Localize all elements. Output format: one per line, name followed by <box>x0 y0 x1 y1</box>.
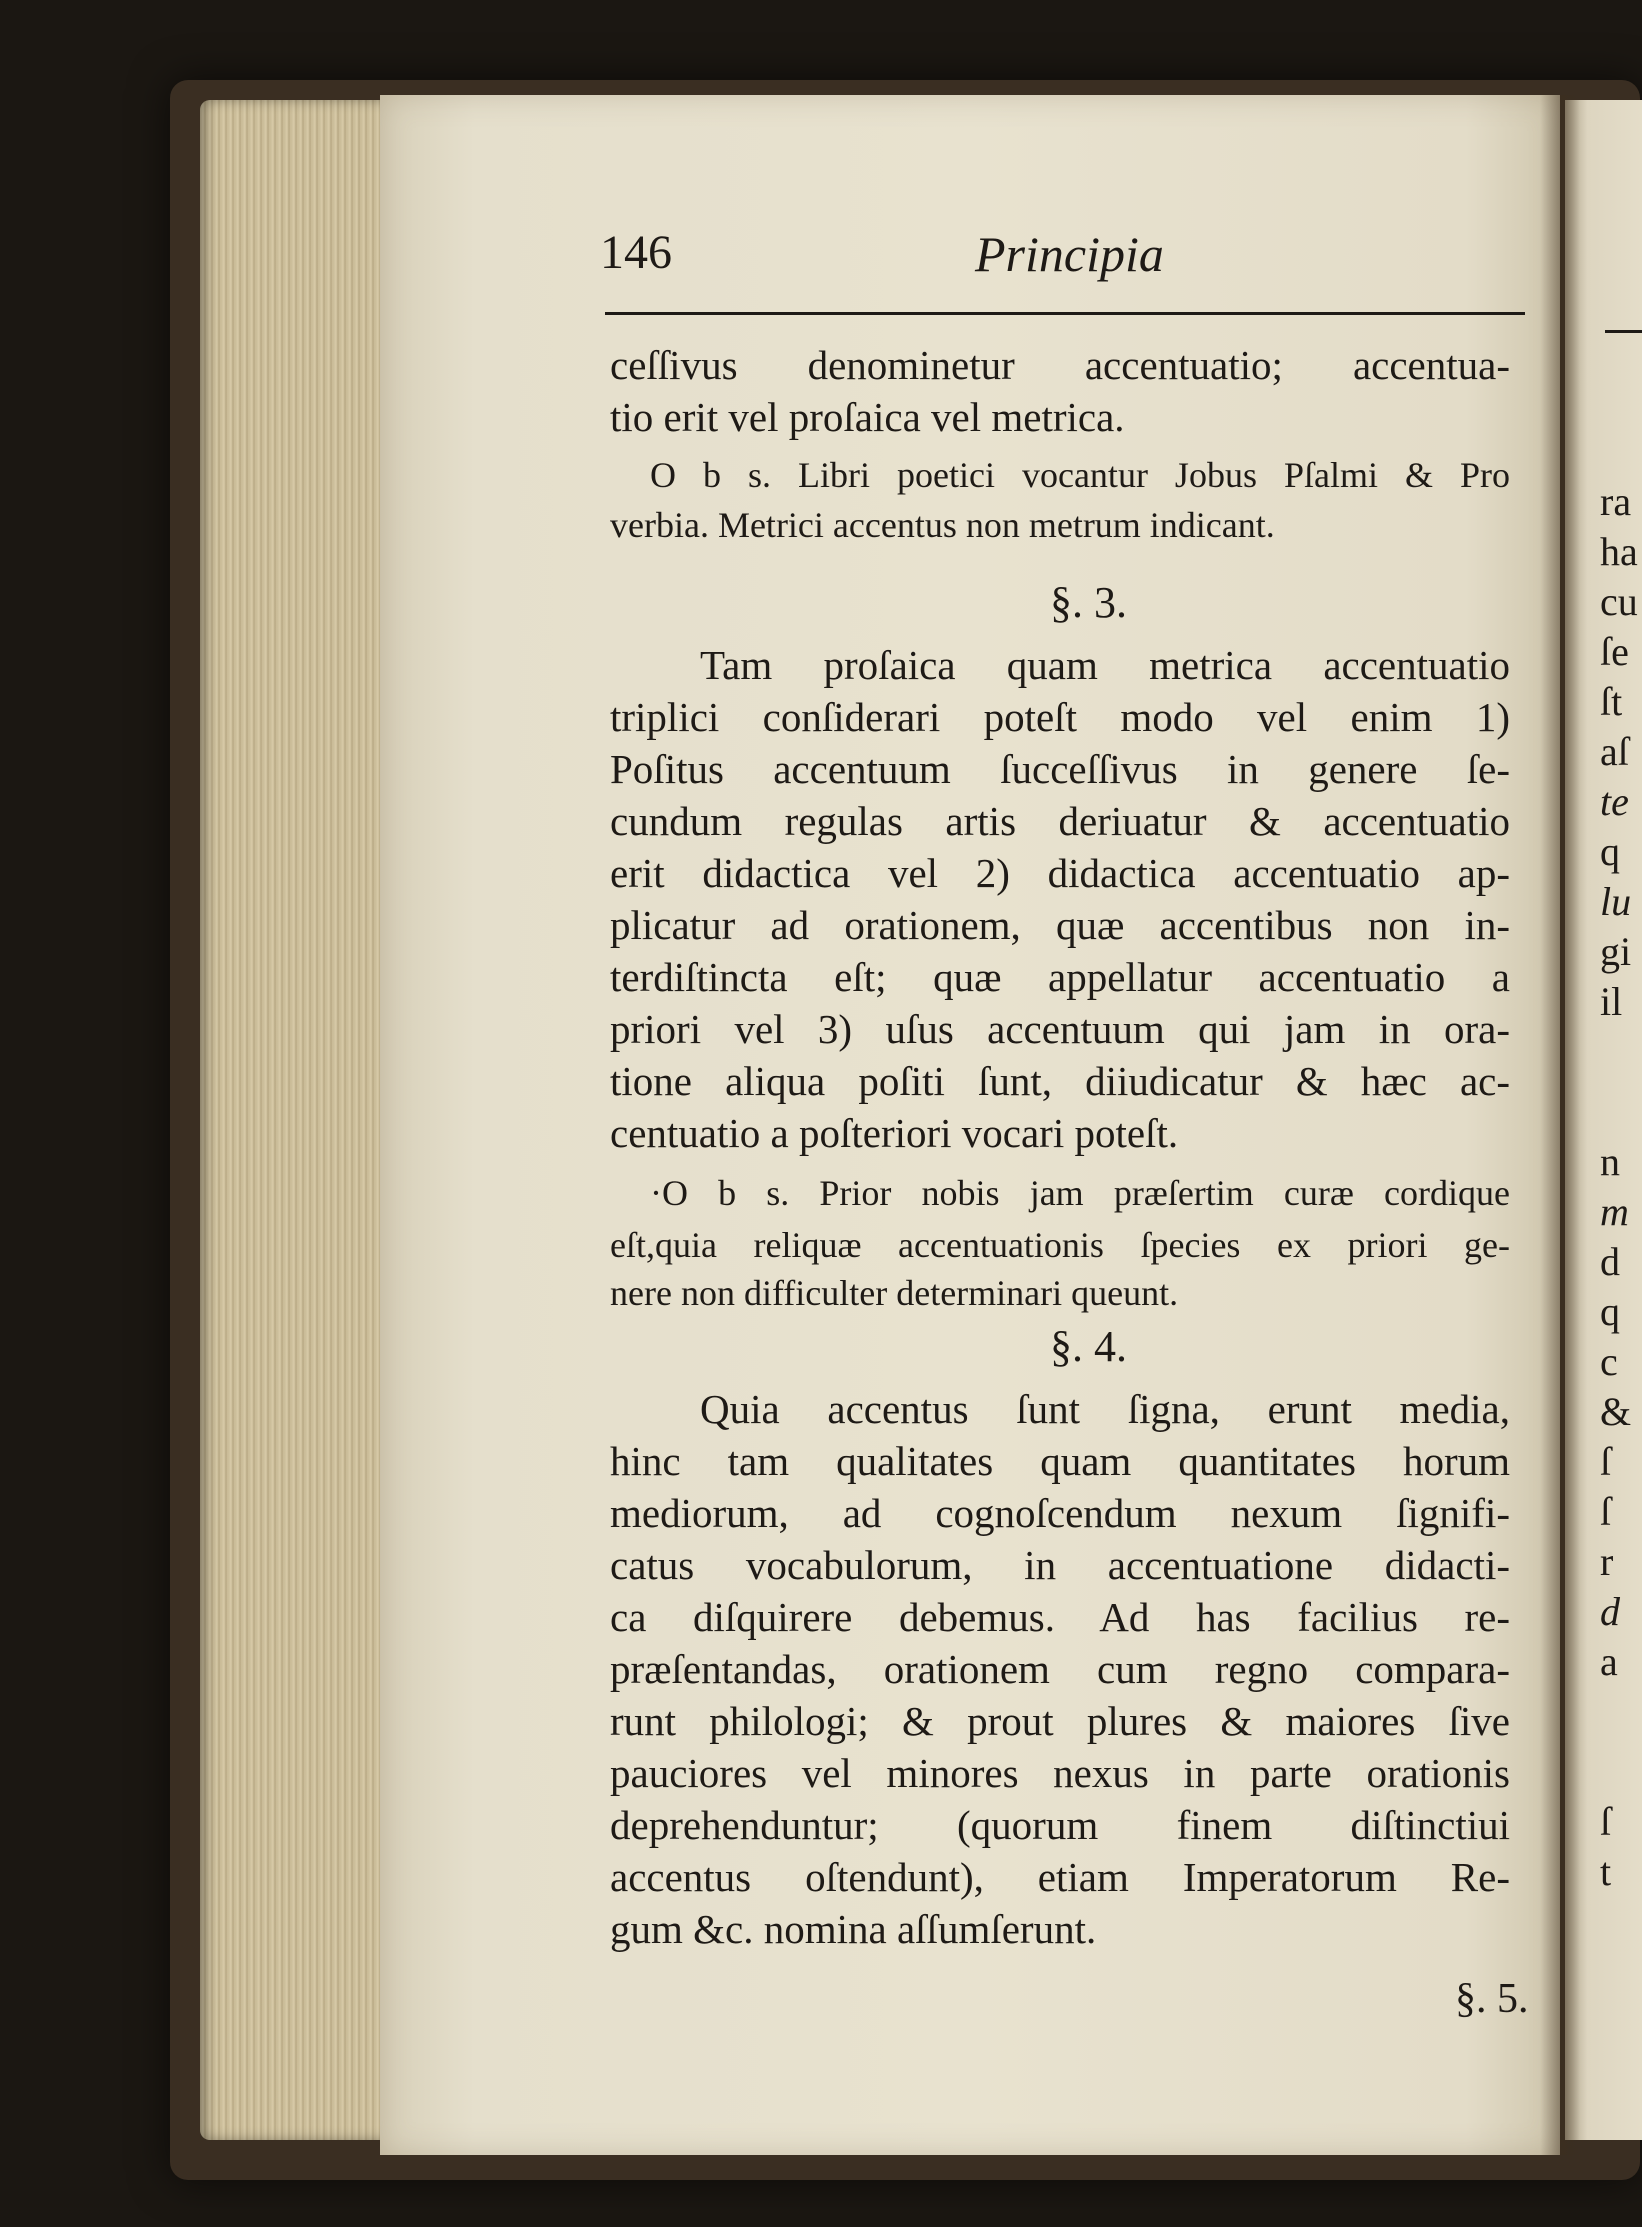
facing-fragment: a <box>1600 1639 1618 1684</box>
text-line: tione aliqua poſiti ſunt, diiudicatur & hæc ac- <box>610 1058 1510 1104</box>
facing-fragment: q <box>1600 829 1620 874</box>
facing-fragment: ſ <box>1600 1489 1612 1534</box>
section-heading: §. 3. <box>1050 578 1127 627</box>
facing-fragment: m <box>1600 1189 1629 1234</box>
facing-fragment: ha <box>1600 529 1638 574</box>
facing-fragment: c <box>1600 1339 1618 1384</box>
facing-head-rule <box>1605 330 1642 333</box>
facing-fragment: d <box>1600 1589 1620 1634</box>
text-line: mediorum, ad cognoſcendum nexum ſignifi- <box>610 1490 1510 1536</box>
head-rule <box>605 312 1525 315</box>
facing-fragment: lu <box>1600 879 1632 924</box>
facing-fragment: & <box>1600 1389 1632 1434</box>
text-line: deprehenduntur; (quorum finem diſtinctiui <box>610 1802 1510 1848</box>
text-line: priori vel 3) uſus accentuum qui jam in ora- <box>610 1006 1510 1052</box>
obs-line: O b s. Libri poetici vocantur Jobus Pſalmi & Pro <box>650 455 1510 495</box>
text-line: præſentandas, orationem cum regno compara- <box>610 1646 1510 1692</box>
page-number: 146 <box>600 226 672 279</box>
facing-fragment: ſ <box>1600 1439 1612 1484</box>
facing-fragment: t <box>1600 1849 1612 1894</box>
catchword: §. 5. <box>1455 1976 1529 2022</box>
text-line: triplici conſiderari poteſt modo vel enim 1) <box>610 694 1510 740</box>
facing-fragment: aſ <box>1600 729 1629 774</box>
obs-line: eſt,quia reliquæ accentuationis ſpecies ex priori ge- <box>610 1225 1510 1265</box>
text-line: catus vocabulorum, in accentuatione didacti- <box>610 1542 1510 1588</box>
text-line: ca diſquirere debemus. Ad has facilius re- <box>610 1594 1510 1640</box>
facing-fragment: d <box>1600 1239 1620 1284</box>
facing-fragment: n <box>1600 1139 1620 1184</box>
text-line: Quia accentus ſunt ſigna, erunt media, <box>700 1386 1510 1432</box>
text-line: ceſſivus denominetur accentuatio; accentua- <box>610 342 1510 388</box>
obs-line: nere non difficulter determinari queunt. <box>610 1273 1179 1313</box>
text-line: gum &c. nomina aſſumſerunt. <box>610 1906 1097 1952</box>
gutter-shadow <box>1540 95 1580 2155</box>
page-edges <box>200 100 390 2140</box>
section-heading: §. 4. <box>1050 1322 1127 1371</box>
facing-fragment: il <box>1600 979 1623 1024</box>
facing-fragment: q <box>1600 1289 1620 1334</box>
facing-fragment: gi <box>1600 929 1632 974</box>
running-title: Principia <box>975 226 1164 282</box>
text-line: cundum regulas artis deriuatur & accentuatio <box>610 798 1510 844</box>
facing-fragment: ra <box>1600 479 1632 524</box>
text-line: Poſitus accentuum ſucceſſivus in genere ſe- <box>610 746 1510 792</box>
text-line: hinc tam qualitates quam quantitates horum <box>610 1438 1510 1484</box>
text-line: erit didactica vel 2) didactica accentuatio ap- <box>610 850 1510 896</box>
text-line: runt philologi; & prout plures & maiores ſive <box>610 1698 1510 1744</box>
text-line: Tam proſaica quam metrica accentuatio <box>700 642 1510 688</box>
text-line: pauciores vel minores nexus in parte orationis <box>610 1750 1510 1796</box>
facing-fragment: cu <box>1600 579 1638 624</box>
facing-fragment: ſ <box>1600 1799 1612 1844</box>
text-line: centuatio a poſteriori vocari poteſt. <box>610 1110 1179 1156</box>
obs-line: ·O b s. Prior nobis jam præſertim curæ cordique <box>650 1173 1510 1213</box>
running-head <box>600 225 1530 295</box>
facing-fragment: te <box>1600 779 1629 824</box>
facing-fragment: r <box>1600 1539 1614 1584</box>
text-line: plicatur ad orationem, quæ accentibus non in- <box>610 902 1510 948</box>
obs-line: verbia. Metrici accentus non metrum indicant. <box>610 505 1275 545</box>
text-line: tio erit vel proſaica vel metrica. <box>610 394 1125 440</box>
text-line: accentus oſtendunt), etiam Imperatorum Re- <box>610 1854 1510 1900</box>
facing-fragment: ſt <box>1600 679 1623 724</box>
facing-fragment: ſe <box>1600 629 1629 674</box>
text-line: terdiſtincta eſt; quæ appellatur accentuatio a <box>610 954 1510 1000</box>
